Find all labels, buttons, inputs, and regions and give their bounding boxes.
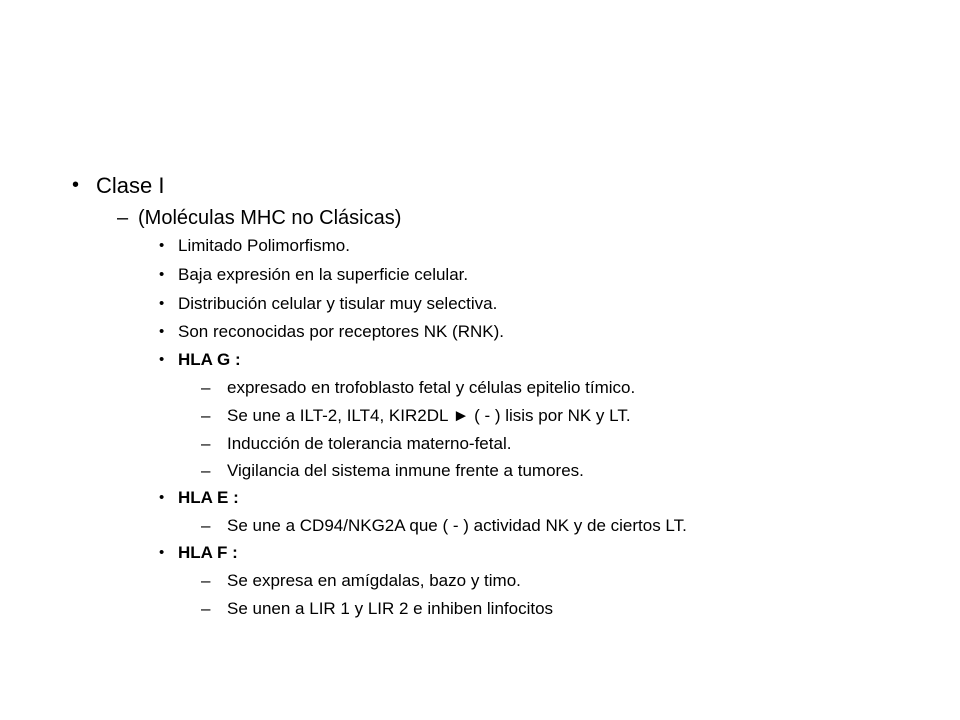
item-dash: – <box>201 378 211 397</box>
hla-e-heading: HLA E : <box>178 488 239 507</box>
item-dash: – <box>201 461 211 480</box>
hla-g-heading: HLA G : <box>178 350 241 369</box>
item-text: Limitado Polimorfismo. <box>178 236 350 255</box>
item-bullet: • <box>159 295 165 312</box>
subheading-dash: – <box>117 207 129 229</box>
item-text: Se unen a LIR 1 y LIR 2 e inhiben linfocitos <box>227 599 554 618</box>
item-text: expresado en trofoblasto fetal y células epitelio tímico. <box>227 378 636 397</box>
item-dash: – <box>201 599 211 618</box>
item-dash: – <box>201 516 211 535</box>
item-text: Inducción de tolerancia materno-fetal. <box>227 434 512 453</box>
subheading-text: (Moléculas MHC no Clásicas) <box>138 207 402 229</box>
item-bullet: • <box>159 544 165 561</box>
item-dash: – <box>201 434 211 453</box>
item-bullet: • <box>159 351 165 368</box>
item-text: Se une a ILT-2, ILT4, KIR2DL ► ( - ) lisis por NK y LT. <box>227 406 631 425</box>
item-text: Se expresa en amígdalas, bazo y timo. <box>227 571 521 590</box>
item-text: Vigilancia del sistema inmune frente a tumores. <box>227 461 584 480</box>
hla-f-heading: HLA F : <box>178 543 238 562</box>
item-text: Baja expresión en la superficie celular. <box>178 265 469 284</box>
item-bullet: • <box>159 489 165 506</box>
heading-text: Clase I <box>96 173 165 198</box>
heading-bullet: • <box>72 174 80 196</box>
item-text: Se une a CD94/NKG2A que ( - ) actividad NK y de ciertos LT. <box>227 516 687 535</box>
item-dash: – <box>201 406 211 425</box>
item-bullet: • <box>159 237 165 254</box>
item-bullet: • <box>159 323 165 340</box>
item-text: Distribución celular y tisular muy selectiva. <box>178 294 498 313</box>
item-bullet: • <box>159 266 165 283</box>
item-text: Son reconocidas por receptores NK (RNK). <box>178 322 504 341</box>
item-dash: – <box>201 571 211 590</box>
